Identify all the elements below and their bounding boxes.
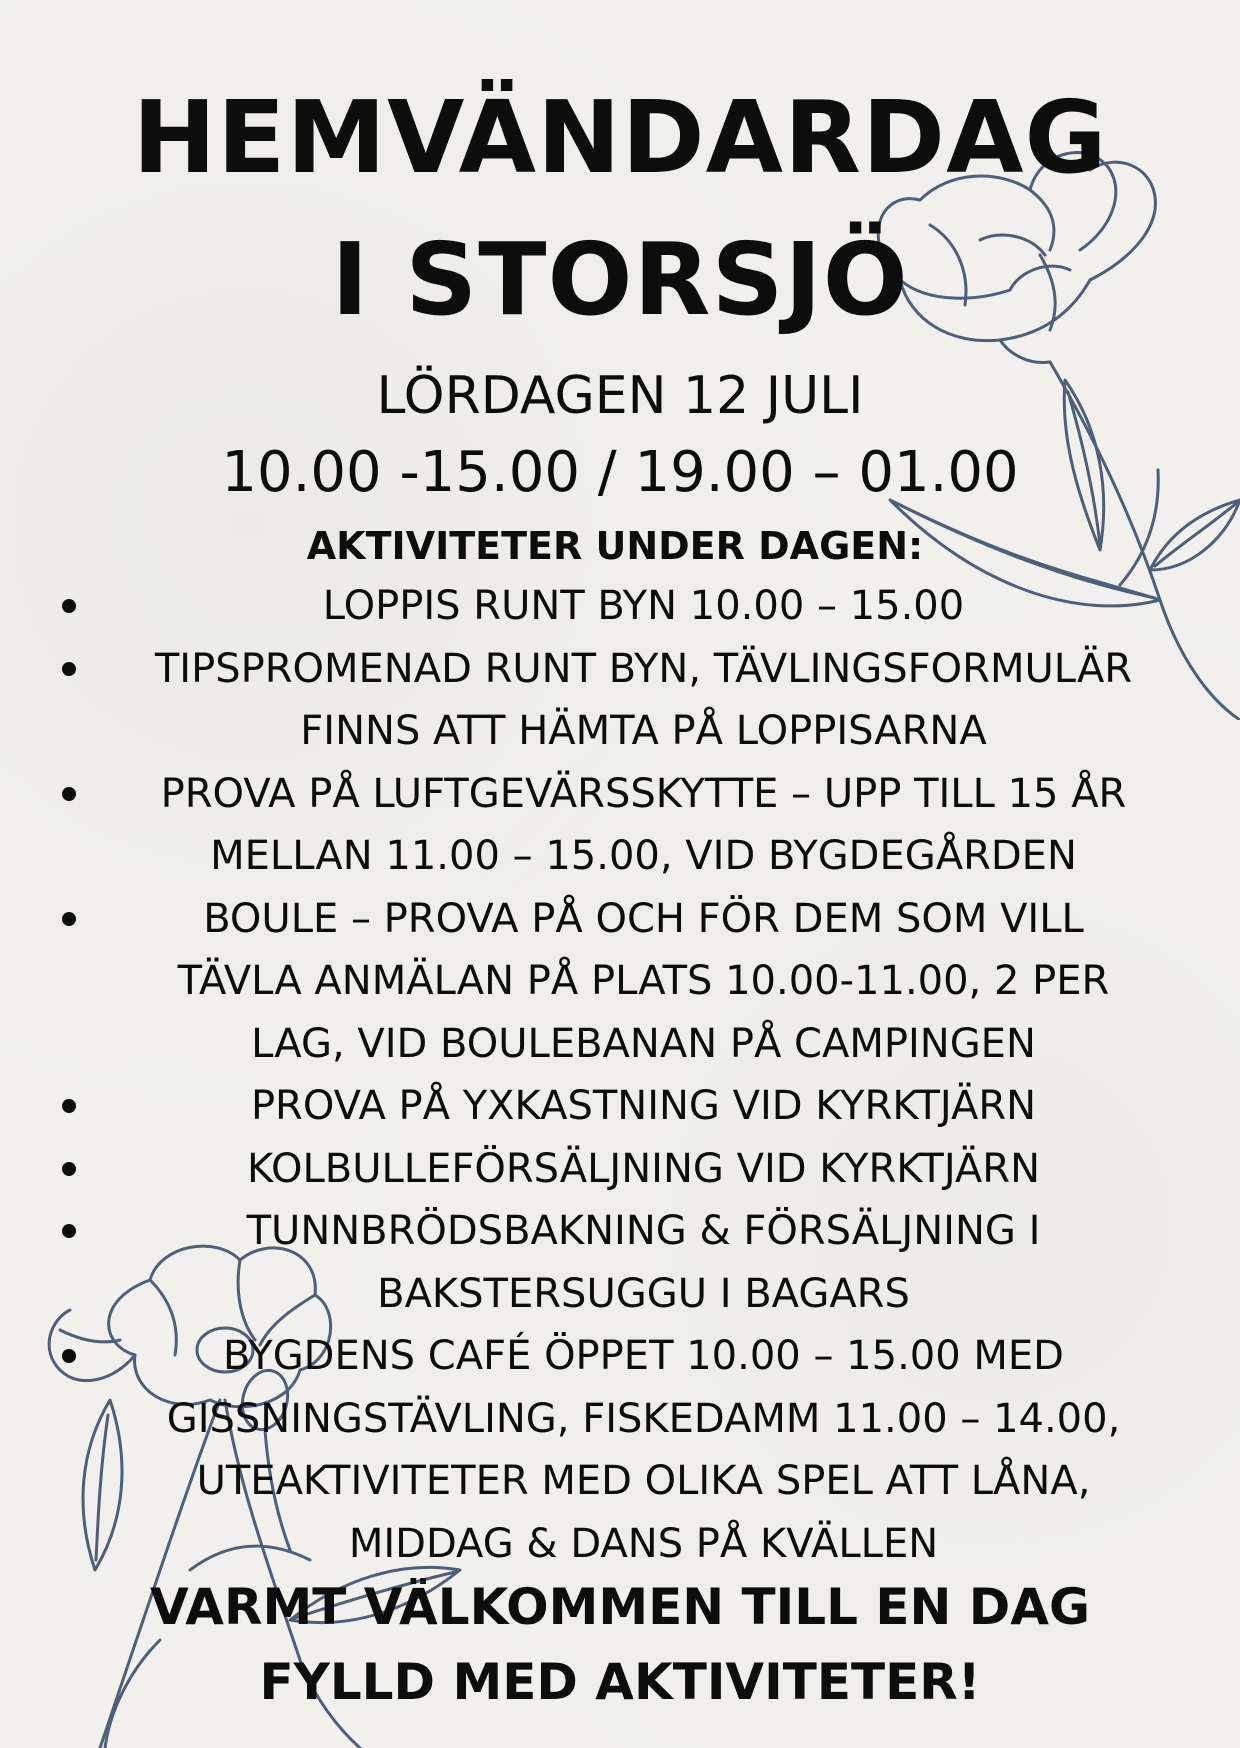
activity-line: PROVA PÅ YXKASTNING VID KYRKTJÄRN [250, 1083, 1037, 1129]
activities-list [0, 575, 1240, 1575]
activity-line: LOPPIS RUNT BYN 10.00 – 15.00 [322, 583, 965, 629]
bullet-icon [62, 662, 76, 676]
activity-line: BAKSTERSUGGU I BAGARS [377, 1270, 910, 1317]
bullet-icon [62, 1349, 76, 1363]
activity-item [0, 575, 1240, 638]
bullet-icon [62, 787, 76, 801]
event-date: LÖRDAGEN 12 JULI [376, 366, 864, 426]
activity-line: GISSNINGSTÄVLING, FISKEDAMM 11.00 – 14.00, [166, 1395, 1121, 1442]
bullet-icon [62, 912, 76, 926]
activity-item [0, 1138, 1240, 1201]
event-times: 10.00 -15.00 / 19.00 – 01.00 [221, 440, 1019, 505]
activity-item [0, 888, 1240, 1076]
bullet-icon [62, 1099, 76, 1113]
activity-line: MELLAN 11.00 – 15.00, VID BYGDEGÅRDEN [210, 833, 1077, 879]
poster-title-line2: I STORSJÖ [331, 221, 909, 338]
activity-item [0, 1325, 1240, 1575]
activity-item [0, 1075, 1240, 1138]
activity-item [0, 763, 1240, 888]
poster-title-line1: HEMVÄNDARDAG [132, 79, 1108, 196]
closing-line1: VARMT VÄLKOMMEN TILL EN DAG [149, 1578, 1091, 1636]
activity-line: UTEAKTIVITETER MED OLIKA SPEL ATT LÅNA, [196, 1458, 1091, 1504]
activity-line: LAG, VID BOULEBANAN PÅ CAMPINGEN [251, 1020, 1036, 1067]
activity-line: TÄVLA ANMÄLAN PÅ PLATS 10.00-11.00, 2 PER [177, 958, 1110, 1004]
bullet-icon [62, 1162, 76, 1176]
closing-line2: FYLLD MED AKTIVITETER! [259, 1653, 981, 1711]
activity-item [0, 1200, 1240, 1325]
activity-line: TUNNBRÖDSBAKNING & FÖRSÄLJNING I [246, 1208, 1041, 1254]
activity-line: BYGDENS CAFÉ ÖPPET 10.00 – 15.00 MED [223, 1333, 1064, 1379]
bullet-icon [62, 1224, 76, 1238]
activity-item [0, 638, 1240, 763]
activity-line: FINNS ATT HÄMTA PÅ LOPPISARNA [300, 708, 987, 754]
activity-line: BOULE – PROVA PÅ OCH FÖR DEM SOM VILL [203, 895, 1084, 942]
activities-heading: AKTIVITETER UNDER DAGEN: [306, 524, 924, 568]
bullet-icon [62, 599, 76, 613]
activity-line: KOLBULLEFÖRSÄLJNING VID KYRKTJÄRN [246, 1145, 1041, 1192]
activity-line: PROVA PÅ LUFTGEVÄRSSKYTTE – UPP TILL 15 ÅR [160, 770, 1127, 817]
activity-line: TIPSPROMENAD RUNT BYN, TÄVLINGSFORMULÄR [154, 645, 1133, 692]
activity-line: MIDDAG & DANS PÅ KVÄLLEN [348, 1520, 939, 1567]
